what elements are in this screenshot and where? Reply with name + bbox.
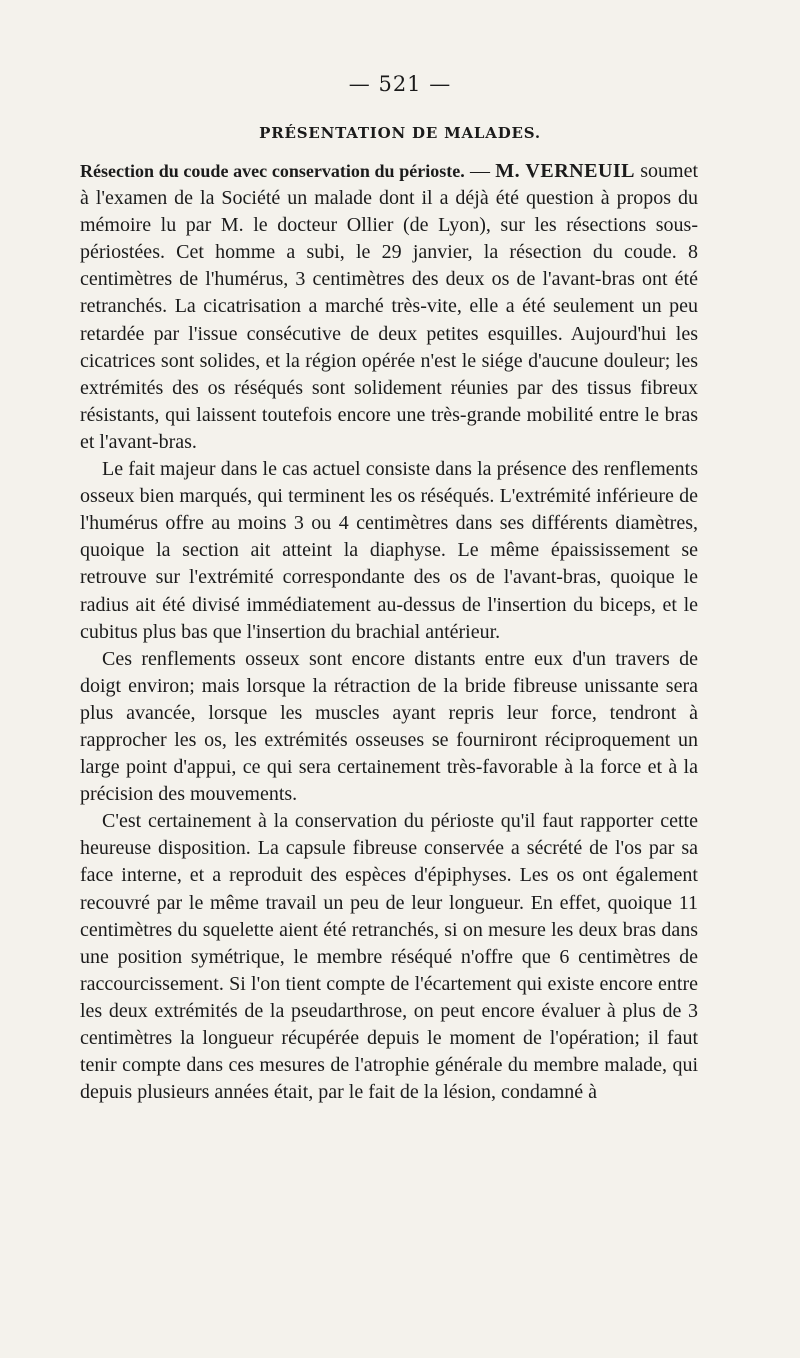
author-name: M. VERNEUIL: [495, 160, 636, 182]
paragraph-3: Ces renflements osseux sont encore distants entre eux d'un travers de doigt environ; mais lorsque la rétraction de la bride fibreuse unissante sera plus avancée, lorsque les muscles ayant repris leur force, tendront à rapprocher les os, les extrémités osseuses se fourniront réciproquement un large point d'appui, ce qui sera certainement très-favorable à la force et à la précision des mouvements.: [80, 647, 698, 806]
paragraph-1-text: soumet à l'examen de la Société un malade dont il a déjà été question à propos du mémoire lu par M. le docteur Ollier (de Lyon), sur les résections sous-périostées. Cet homme a subi, le 29 janvier, la résection du coude. 8 centimètres de l'humérus, 3 centimètres des deux os de l'avant-bras ont été retranchés. La cicatrisation a marché très-vite, elle a été seulement un peu retardée par l'issue consécutive de deux petites esquilles. Aujourd'hui les cicatrices sont solides, et la région opérée n'est le siége d'aucune douleur; les extrémités des os réséqués sont solidement réunies par des tissus fibreux résistants, qui laissent toutefois encore une très-grande mobilité entre le bras et l'avant-bras.: [80, 160, 699, 453]
article-title: Résection du coude avec conservation du périoste.: [80, 161, 465, 181]
title-dash: —: [464, 160, 496, 182]
paragraph-1: [80, 158, 698, 456]
paragraph-4: C'est certainement à la conservation du périoste qu'il faut rapporter cette heureuse disposition. La capsule fibreuse conservée a sécrété de l'os par sa face interne, et a reproduit des espèces d'épiphyses. Les os ont également recouvré par le même travail un peu de leur longueur. En effet, quoique 11 centimètres du squelette aient été retranchés, si on mesure les deux bras dans une position symétrique, le membre réséqué n'offre que 6 centimètres de raccourcissement. Si l'on tient compte de l'écartement qui existe encore entre les deux extrémités de la pseudarthrose, on peut encore évaluer à plus de 3 centimètres la longueur récupérée depuis le moment de l'opération; il faut tenir compte dans ces mesures de l'atrophie générale du membre malade, qui depuis plusieurs années était, par le fait de la lésion, condamné à: [80, 810, 698, 1104]
section-title: PRÉSENTATION DE MALADES.: [259, 124, 541, 142]
paragraph-2: Le fait majeur dans le cas actuel consiste dans la présence des renflements osseux bien marqués, qui terminent les os réséqués. L'extrémité inférieure de l'humérus offre au moins 3 ou 4 centimètres dans ses différents diamètres, quoique la section ait atteint la diaphyse. Le même épaississement se retrouve sur l'extrémité correspondante des os de l'avant-bras, quoique le radius ait été divisé immédiatement au-dessus de l'insertion du biceps, et le cubitus plus bas que l'insertion du brachial antérieur.: [80, 458, 698, 643]
article-body: [80, 158, 698, 1106]
page-number: — 521 —: [348, 72, 452, 96]
